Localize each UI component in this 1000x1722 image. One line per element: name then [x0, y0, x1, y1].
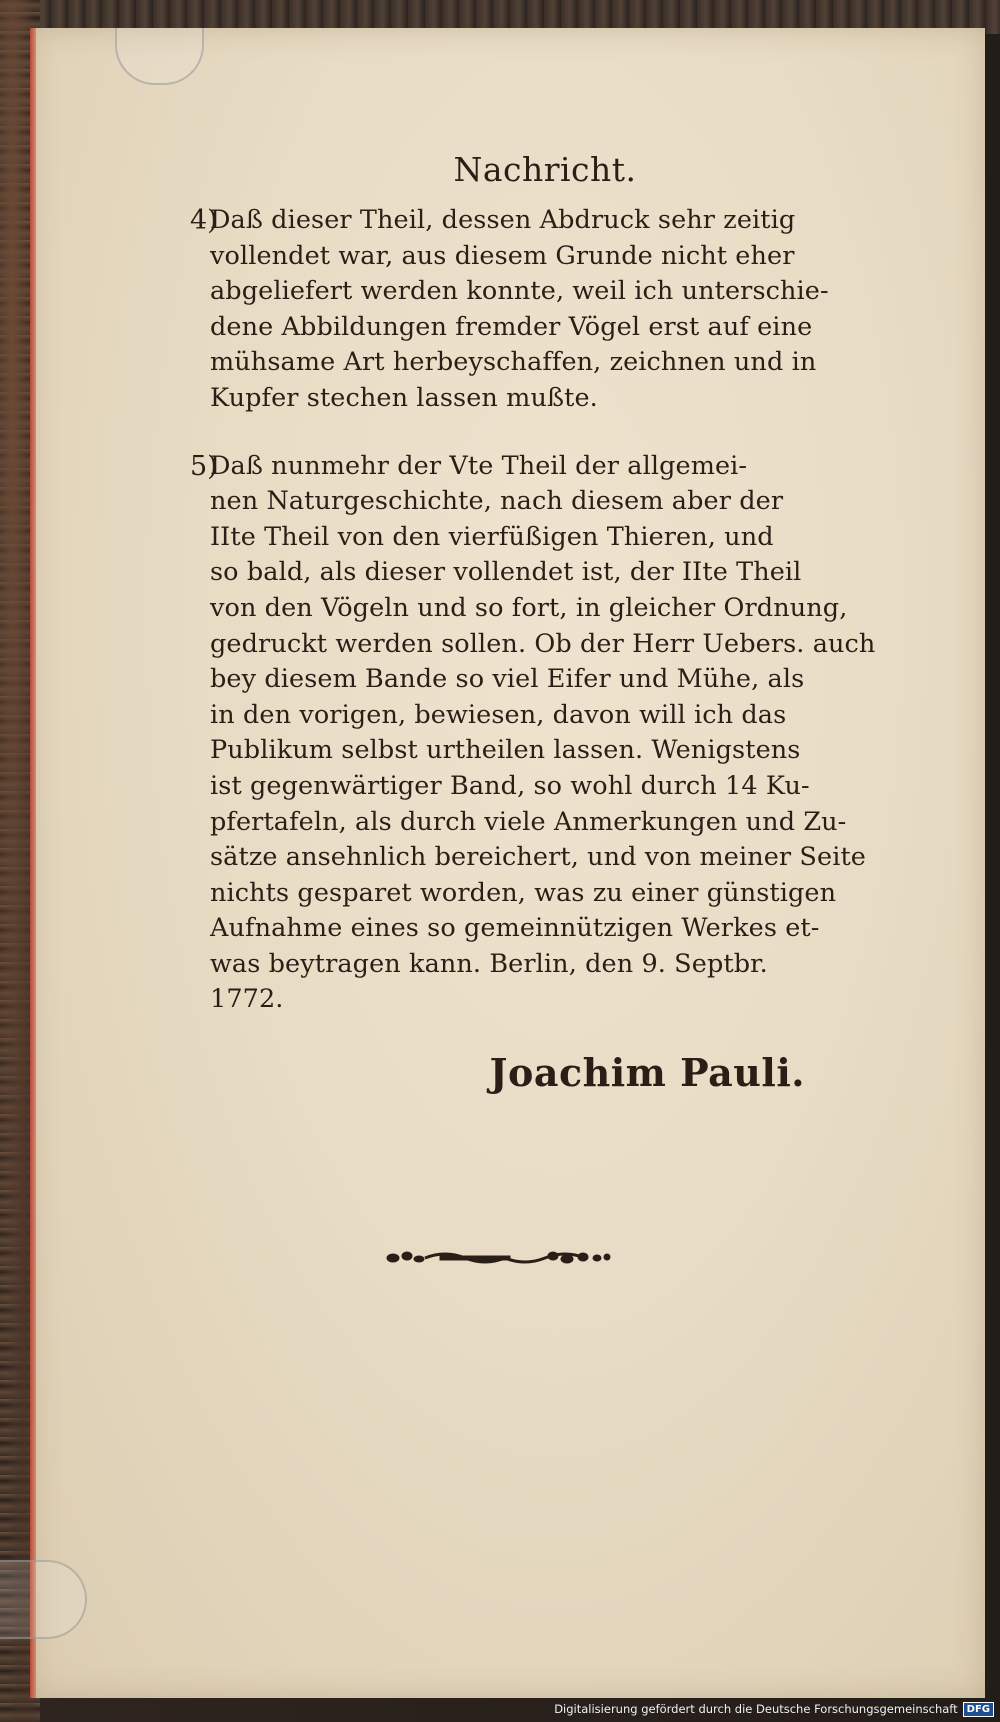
- text-line: Daß dieser Theil, dessen Abdruck sehr zeitig: [210, 205, 796, 235]
- text-line: Kupfer stechen lassen mußte.: [210, 382, 598, 413]
- text-line: was beytragen kann. Berlin, den 9. Septbr.: [210, 948, 768, 979]
- text-line: von den Vögeln und so fort, in gleicher Ordnung,: [210, 592, 848, 623]
- text-line: bey diesem Bande so viel Eifer und Mühe, als: [210, 664, 805, 695]
- text-line: pfertafeln, als durch viele Anmerkungen und Zu-: [210, 806, 847, 837]
- text-line: dene Abbildungen fremder Vögel erst auf eine: [210, 311, 813, 342]
- page-red-edge: [30, 28, 36, 1698]
- text-line: in den vorigen, bewiesen, davon will ich das: [210, 699, 787, 730]
- paragraph-number: 5): [190, 450, 218, 482]
- paragraph-5: [190, 449, 876, 1019]
- text-line: so bald, als dieser vollendet ist, der IIte Theil: [210, 557, 802, 588]
- paragraph-4: [190, 203, 860, 417]
- text-line: mühsame Art herbeyschaffen, zeichnen und in: [210, 347, 817, 378]
- digitization-credit: [554, 1700, 994, 1718]
- text-line: nichts gesparet worden, was zu einer günstigen: [210, 877, 837, 908]
- signature: Joachim Pauli.: [489, 1050, 805, 1096]
- text-line: abgeliefert werden konnte, weil ich unterschie-: [210, 276, 829, 307]
- text-line: nen Naturgeschichte, nach diesem aber der: [210, 486, 784, 517]
- text-line: vollendet war, aus diesem Grunde nicht eher: [210, 240, 795, 271]
- text-line: Daß nunmehr der Vte Theil der allgemei-: [210, 450, 748, 481]
- credit-text: Digitalisierung gefördert durch die Deutsche Forschungsgemeinschaft: [554, 1702, 958, 1716]
- text-line: Aufnahme eines so gemeinnützigen Werkes et-: [210, 913, 820, 944]
- page-heading: Nachricht.: [453, 150, 637, 189]
- ornament-divider: [385, 1246, 615, 1270]
- text-line: 1772.: [210, 984, 284, 1015]
- text-line: sätze ansehnlich bereichert, und von meiner Seite: [210, 842, 866, 873]
- page-content: [190, 150, 876, 1096]
- dfg-logo: DFG: [963, 1702, 994, 1717]
- paragraph-number: 4): [190, 205, 218, 236]
- text-line: Publikum selbst urtheilen lassen. Wenigstens: [210, 735, 801, 766]
- page-clip-bottom: [0, 1560, 87, 1639]
- text-line: ist gegenwärtiger Band, so wohl durch 14 Ku-: [210, 770, 810, 801]
- text-line: gedruckt werden sollen. Ob der Herr Uebers. auch: [210, 628, 876, 659]
- text-line: IIte Theil von den vierfüßigen Thieren, und: [210, 521, 774, 552]
